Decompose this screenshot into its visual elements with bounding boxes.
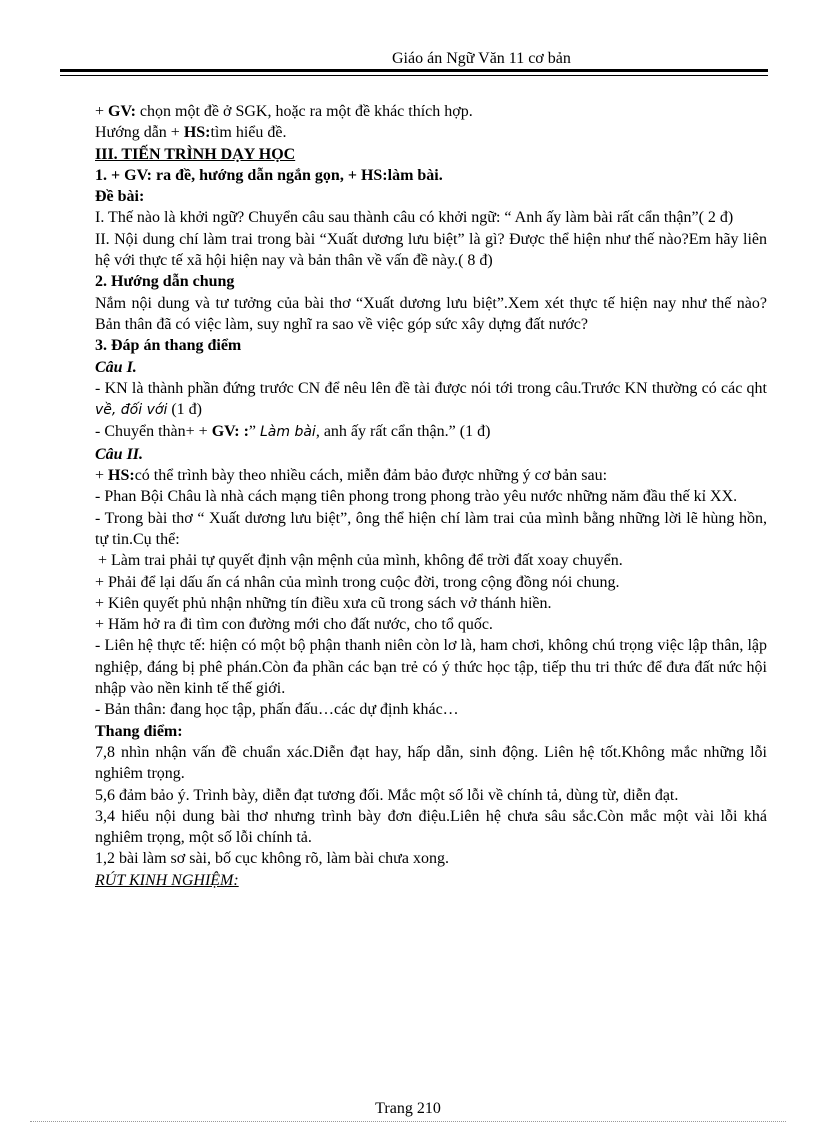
answer-1a: - KN là thành phần đứng trước CN để nêu lên đề tài được nói tới trong câu.Trước KN thường có các qht về, đối với (1 đ) <box>95 379 767 419</box>
score-5-6: 5,6 đảm bảo ý. Trình bày, diễn đạt tương đối. Mắc một số lỗi về chính tả, dùng từ, diễn đạt. <box>95 786 679 804</box>
score-3-4: 3,4 hiểu nội dung bài thơ nhưng trình bày đơn điệu.Liên hệ chưa sâu sắc.Còn mắc một vài lỗi khá nghiêm trọng, một số lỗi chính tả. <box>95 807 767 847</box>
section-heading-3: III. TIẾN TRÌNH DẠY HỌC <box>95 145 296 163</box>
answer-2-intro: + HS:có thể trình bày theo nhiều cách, miễn đảm bảo được những ý cơ bản sau: <box>95 467 608 485</box>
step-2-heading: 2. Hướng dẫn chung <box>95 273 235 291</box>
answer-2-point-6: + Hăm hở ra đi tìm con đường mới cho đất nước, cho tổ quốc. <box>95 616 493 634</box>
line-guide-hs: Hướng dẫn + HS:tìm hiểu đề. <box>95 124 287 142</box>
score-1-2: 1,2 bài làm sơ sài, bố cục không rõ, làm bài chưa xong. <box>95 850 449 868</box>
answer-1b: - Chuyển thàn+ + GV: :” Làm bài, anh ấy rất cẩn thận.” (1 đ) <box>95 423 491 441</box>
document-body <box>95 101 767 891</box>
answer-2-point-5: + Kiên quyết phủ nhận những tín điều xưa cũ trong sách vở thánh hiền. <box>95 594 552 612</box>
question-1: I. Thế nào là khởi ngữ? Chuyển câu sau thành câu có khởi ngữ: “ Anh ấy làm bài rất cẩn thận”( 2 đ) <box>95 209 734 227</box>
answer-2-point-8: - Bản thân: đang học tập, phấn đấu…các dự định khác… <box>95 701 459 719</box>
step-1-heading: 1. + GV: ra đề, hướng dẫn ngắn gọn, + HS:làm bài. <box>95 166 443 184</box>
answer-2-point-7: - Liên hệ thực tế: hiện có một bộ phận thanh niên còn lơ là, ham chơi, không chú trọng việc lập thân, lập nghiệp, đáng bị phê phán.Còn đa phần các bạn trẻ có ý thức học tập, tiếp thu tri thức để đưa đất nức hội nhập vào nền kinh tế thế giới. <box>95 637 767 698</box>
general-guide: Nắm nội dung và tư tưởng của bài thơ “Xuất dương lưu biệt”.Xem xét thực tế hiện nay như thế nào? Bản thân đã có việc làm, suy nghĩ ra sao về việc góp sức xây dựng đất nước? <box>95 294 767 333</box>
thang-diem-heading: Thang điểm: <box>95 722 183 740</box>
line-gv-choose: + GV: chọn một đề ở SGK, hoặc ra một đề khác thích hợp. <box>95 103 473 120</box>
cau-2-heading: Câu II. <box>95 445 144 463</box>
answer-2-point-4: + Phải để lại dấu ấn cá nhân của mình trong cuộc đời, trong cộng đồng nói chung. <box>95 573 620 591</box>
page-number: Trang 210 <box>375 1100 441 1117</box>
rut-kinh-nghiem: RÚT KINH NGHIỆM: <box>95 871 239 889</box>
page-footer <box>0 1100 816 1118</box>
score-7-8: 7,8 nhìn nhận vấn đề chuẩn xác.Diễn đạt hay, hấp dẫn, sinh động. Liên hệ tốt.Không mắc những lỗi nghiêm trọng. <box>95 743 767 783</box>
answer-2-point-1: - Phan Bội Châu là nhà cách mạng tiên phong trong phong trào yêu nước những năm đầu thế kỉ XX. <box>95 488 738 506</box>
answer-2-point-2: - Trong bài thơ “ Xuất dương lưu biệt”, ông thể hiện chí làm trai của mình bằng những lời lẽ hùng hồn, tự tin.Cụ thể: <box>95 509 767 548</box>
page-header-title: Giáo án Ngữ Văn 11 cơ bản <box>392 50 571 67</box>
header-rule-thick <box>60 69 768 72</box>
question-2: II. Nội dung chí làm trai trong bài “Xuất dương lưu biệt” là gì? Được thể hiện như thế nào?Em hãy liên hệ với thực tế xã hội hiện nay và bản thân về vấn đề này.( 8 đ) <box>95 230 767 270</box>
answer-2-point-3: + Làm trai phải tự quyết định vận mệnh của mình, không để trời đất xoay chuyển. <box>98 552 623 570</box>
header-rule-thin <box>60 75 768 76</box>
cau-1-heading: Câu I. <box>95 358 137 376</box>
step-3-heading: 3. Đáp án thang điểm <box>95 337 242 355</box>
de-bai-heading: Đề bài: <box>95 188 145 206</box>
